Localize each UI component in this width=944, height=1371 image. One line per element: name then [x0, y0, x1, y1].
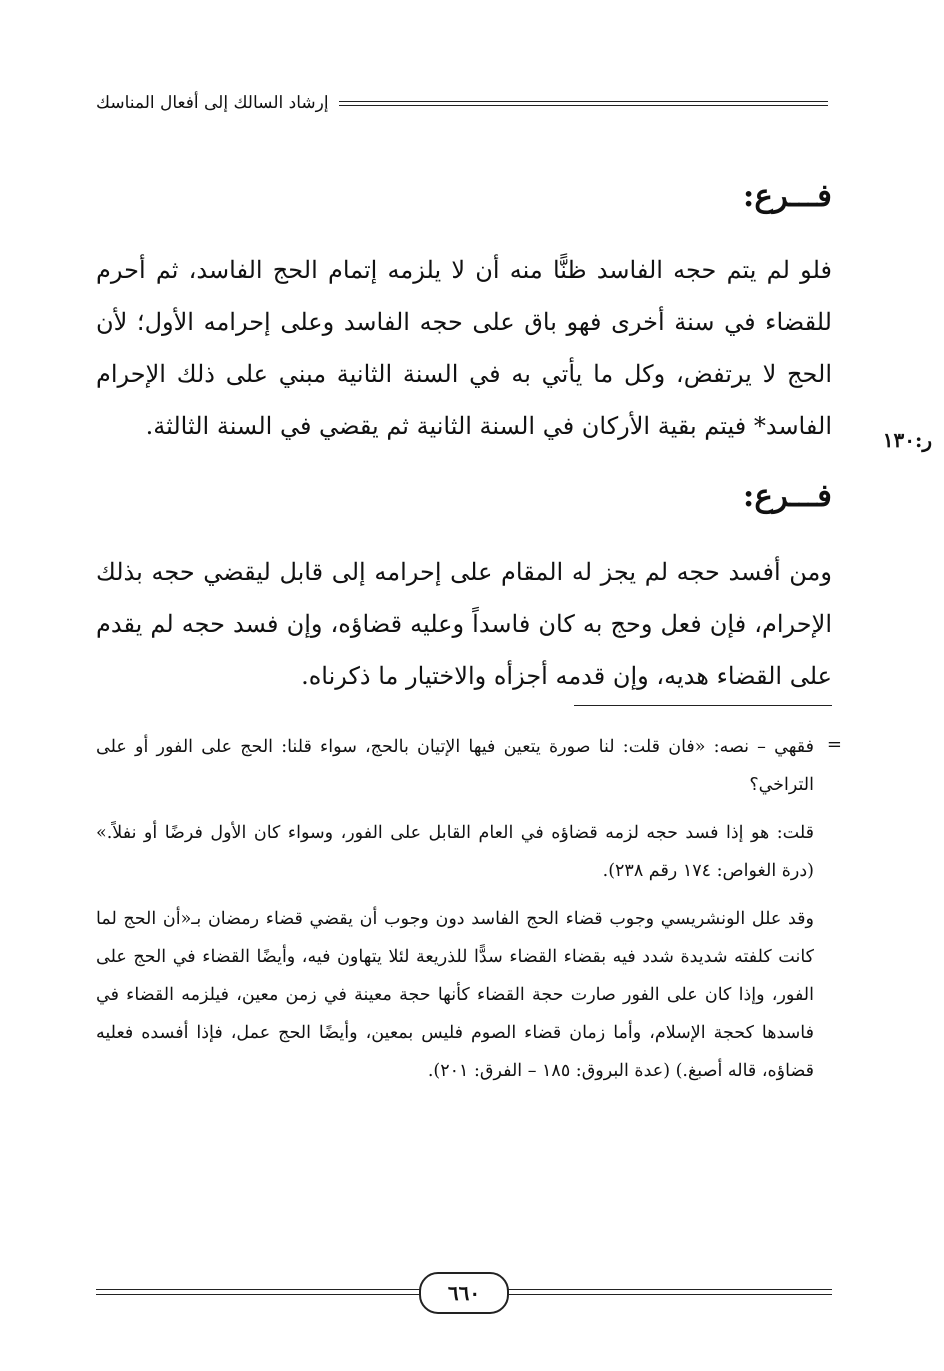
paragraph-2: ومن أفسد حجه لم يجز له المقام على إحرامه إلى قابل ليقضي حجه بذلك الإحرام، فإن فعل وحج به كان فاسداً وعليه قضاؤه، وإن فسد حجه لم يقدم على القضاء هديه، وإن قدمه أجزأه والاختيار ما ذكرناه.: [96, 558, 832, 690]
section-heading-1: فـــرع:: [742, 178, 832, 214]
paragraph-1: فلو لم يتم حجه الفاسد ظنًّا منه أن لا يلزمه إتمام الحج الفاسد، ثم أحرم للقضاء في سنة أخرى فهو باق على حجه الفاسد وعلى إحرامه الأول؛ لأن الحج لا يرتفض، وكل ما يأتي به في السنة الثانية مبني على ذلك الإحرام الفاسد* فيتم بقية الأركان في السنة الثانية ثم يقضي في السنة الثالثة.: [96, 256, 832, 440]
section-body-1: [96, 244, 832, 452]
section-heading-2: فـــرع:: [742, 478, 832, 514]
footnote-separator: [574, 705, 832, 706]
page-number: ٦٦٠: [447, 1281, 481, 1305]
running-header-title: إرشاد السالك إلى أفعال المناسك: [96, 93, 329, 113]
running-header: [96, 93, 828, 113]
footnotes: [96, 728, 842, 1100]
footnote-paragraph: فقهي – نصه: «فان قلت: لنا صورة يتعين فيها الإتيان بالحج، سواء قلنا: الحج على الفور أو على التراخي؟: [96, 737, 814, 795]
page-number-badge: [419, 1272, 509, 1314]
page-footer: [96, 1272, 832, 1318]
margin-reference: ر:١٣٠: [882, 428, 932, 452]
header-rule: [339, 101, 828, 106]
footnote-paragraph: قلت: هو إذا فسد حجه لزمه قضاؤه في العام القابل على الفور، وسواء كان الأول فرضًا أو نفلاً.» (درة الغواص: ١٧٤ رقم ٢٣٨).: [96, 823, 814, 881]
footnote-paragraph: وقد علل الونشريسي وجوب قضاء الحج الفاسد دون وجوب أن يقضي قضاء رمضان بـ«أن الحج لما كانت كلفته شديدة شدد فيه بقضاء القضاء سدًّا للذريعة لئلا يتهاون فيه، وأيضًا القضاء في الحج على الفور، وإذا كان على الفور صارت حجة القضاء كأنها حجة معينة في زمن معين، فيلزمه القضاء في فاسدها كحجة الإسلام، وأما زمان قضاء الصوم فليس بمعين، وأيضًا الحج عمل، فإذا أفسده فعليه قضاؤه، قاله أصبغ.) (عدة البروق: ١٨٥ – الفرق: ٢٠١).: [96, 909, 814, 1081]
section-body-2: [96, 546, 832, 702]
footnote-continuation-mark: =: [826, 734, 842, 755]
